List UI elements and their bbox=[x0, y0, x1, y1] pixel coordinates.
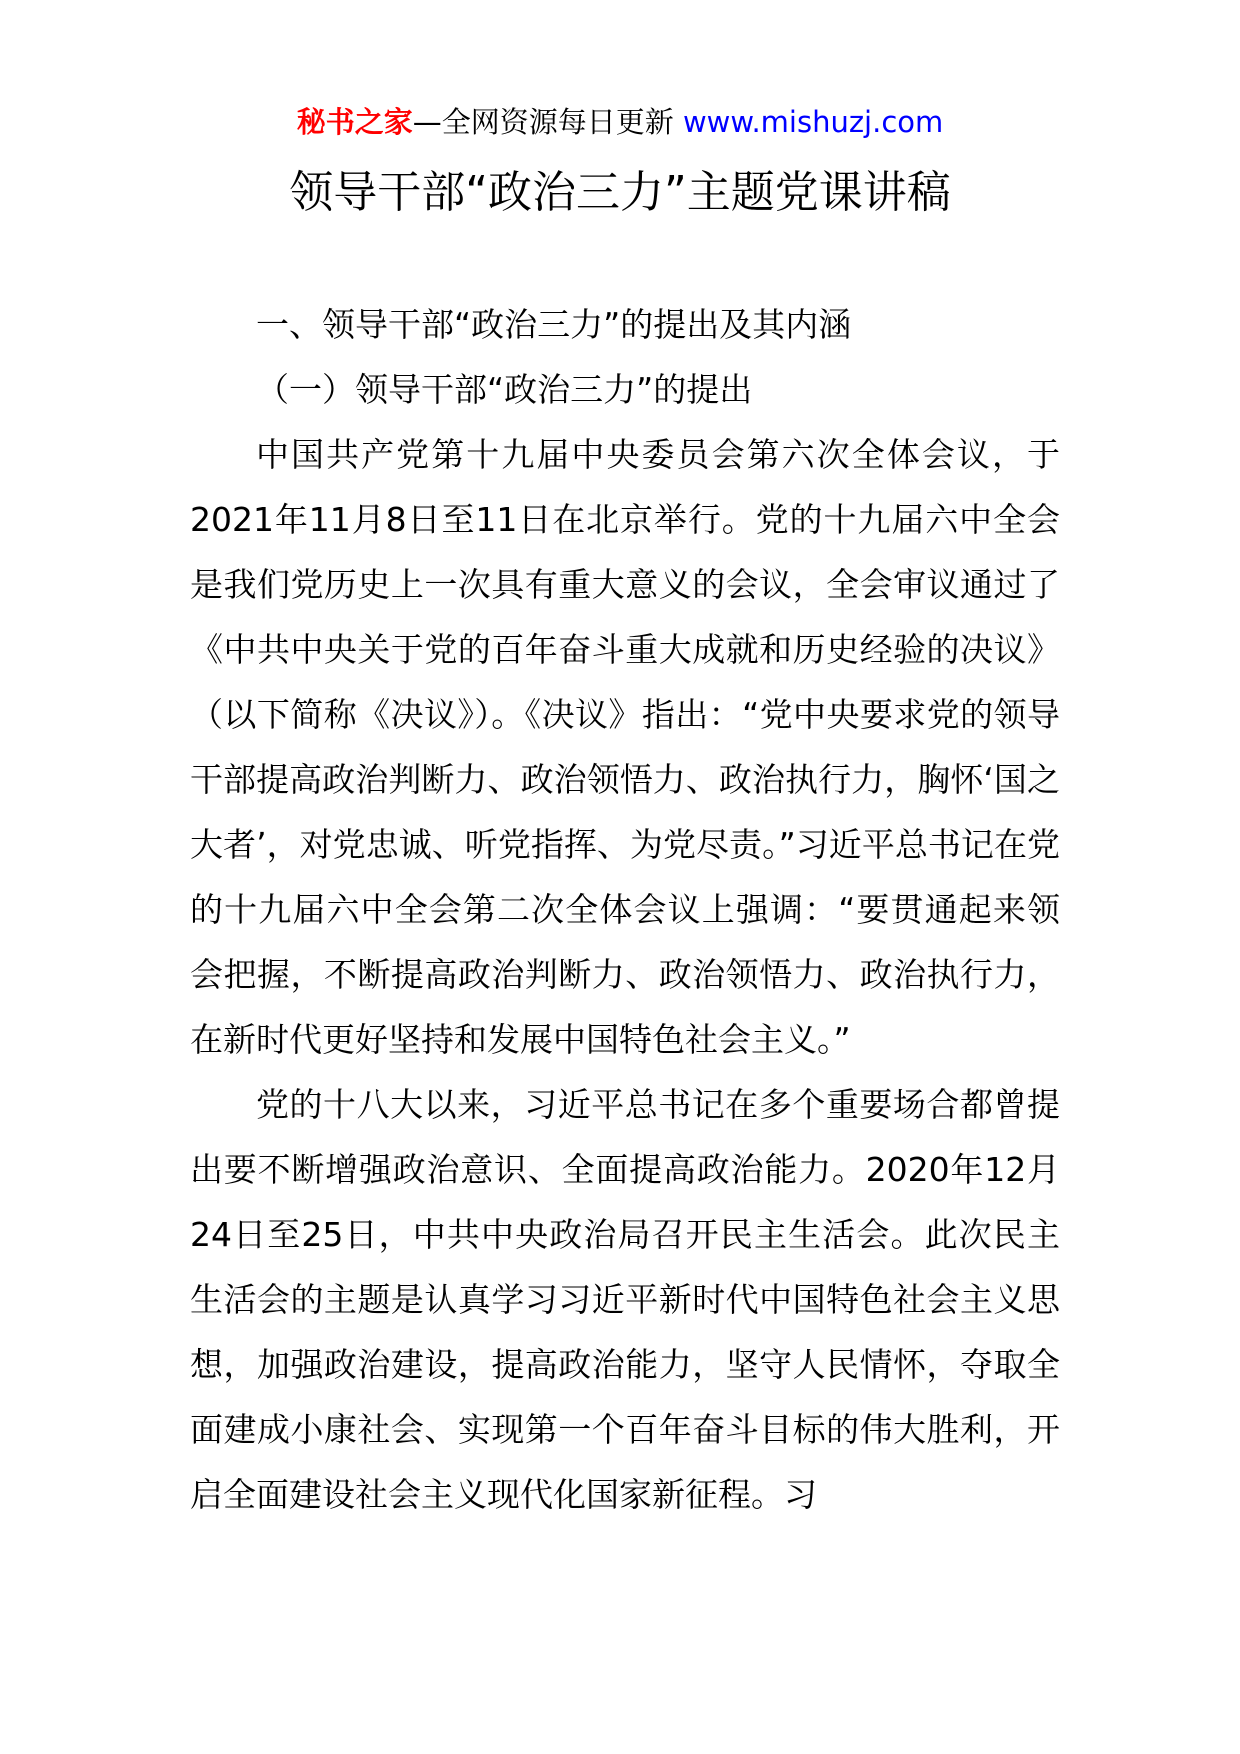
section-heading: 一、领导干部“政治三力”的提出及其内涵 bbox=[256, 305, 852, 344]
body-paragraph: 中国共产党第十九届中央委员会第六次全体会议，于2021年11月8日至11日在北京举行。党的十九届六中全会是我们党历史上一次具有重大意义的会议，全会审议通过了《中共中央关于党的百年奋斗重大成就和历史经验的决议》（以下简称《决议》）。《决议》指出：“党中央要求党的领导干部提高政治判断力、政治领悟力、政治执行力，胸怀‘国之大者’，对党忠诚、听党指挥、为党尽责。”习近平总书记在党的十九届六中全会第二次全体会议上强调：“要贯通起来领会把握，不断提高政治判断力、政治领悟力、政治执行力，在新时代更好坚持和发展中国特色社会主义。” bbox=[190, 435, 1060, 1059]
site-header-banner bbox=[0, 100, 1240, 144]
site-url-link[interactable]: www.mishuzj.com bbox=[682, 105, 944, 139]
site-brand-name: 秘书之家 bbox=[296, 105, 413, 139]
body-paragraph: 党的十八大以来，习近平总书记在多个重要场合都曾提出要不断增强政治意识、全面提高政治能力。2020年12月24日至25日，中共中央政治局召开民主生活会。此次民主生活会的主题是认真学习习近平新时代中国特色社会主义思想，加强政治建设，提高政治能力，坚守人民情怀，夺取全面建成小康社会、实现第一个百年奋斗目标的伟大胜利，开启全面建设社会主义现代化国家新征程。习 bbox=[190, 1085, 1060, 1514]
document-body bbox=[190, 292, 1060, 1527]
subsection-heading: （一）领导干部“政治三力”的提出 bbox=[256, 370, 753, 409]
site-tagline: —全网资源每日更新 bbox=[412, 105, 674, 139]
document-title: 领导干部“政治三力”主题党课讲稿 bbox=[289, 167, 951, 218]
